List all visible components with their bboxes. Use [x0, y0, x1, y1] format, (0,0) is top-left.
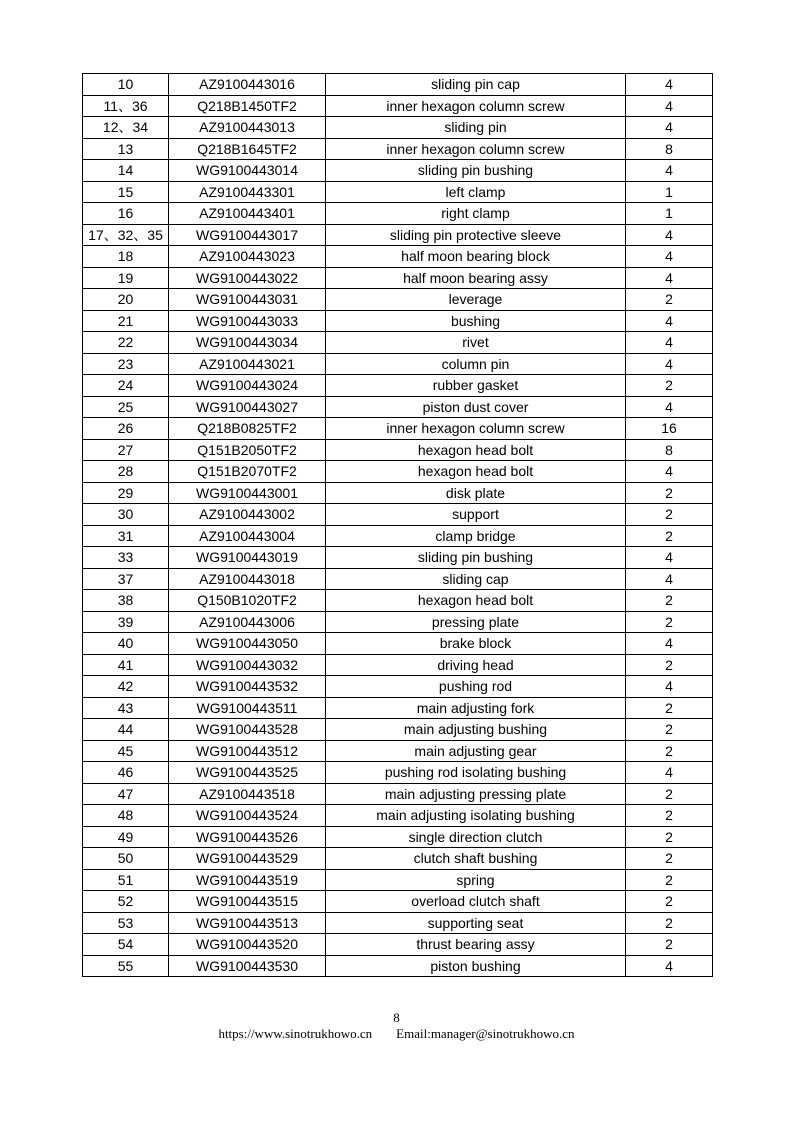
table-row: [83, 740, 713, 762]
part-code-cell: AZ9100443016: [169, 74, 326, 96]
quantity-cell: 4: [626, 74, 713, 96]
quantity-cell: 8: [626, 138, 713, 160]
table-row: [83, 439, 713, 461]
quantity-cell: 4: [626, 633, 713, 655]
part-code-cell: AZ9100443004: [169, 525, 326, 547]
table-row: [83, 396, 713, 418]
part-code-cell: WG9100443515: [169, 891, 326, 913]
quantity-cell: 2: [626, 719, 713, 741]
part-name-cell: sliding cap: [326, 568, 626, 590]
table-row: [83, 375, 713, 397]
table-row: [83, 676, 713, 698]
quantity-cell: 4: [626, 396, 713, 418]
part-number-cell: 10: [83, 74, 169, 96]
part-name-cell: right clamp: [326, 203, 626, 225]
part-number-cell: 43: [83, 697, 169, 719]
part-code-cell: WG9100443022: [169, 267, 326, 289]
table-row: [83, 203, 713, 225]
part-name-cell: hexagon head bolt: [326, 439, 626, 461]
part-code-cell: WG9100443529: [169, 848, 326, 870]
page-number: 8: [393, 1010, 400, 1025]
parts-table: [82, 73, 713, 977]
part-number-cell: 13: [83, 138, 169, 160]
part-number-cell: 23: [83, 353, 169, 375]
quantity-cell: 2: [626, 740, 713, 762]
quantity-cell: 2: [626, 869, 713, 891]
quantity-cell: 2: [626, 504, 713, 526]
part-name-cell: sliding pin bushing: [326, 547, 626, 569]
part-number-cell: 24: [83, 375, 169, 397]
quantity-cell: 2: [626, 891, 713, 913]
part-code-cell: Q151B2070TF2: [169, 461, 326, 483]
part-name-cell: piston dust cover: [326, 396, 626, 418]
part-number-cell: 11、36: [83, 95, 169, 117]
part-name-cell: clamp bridge: [326, 525, 626, 547]
table-row: [83, 482, 713, 504]
quantity-cell: 4: [626, 310, 713, 332]
table-row: [83, 267, 713, 289]
table-row: [83, 955, 713, 977]
footer-email: Email:manager@sinotrukhowo.cn: [396, 1026, 575, 1041]
part-name-cell: sliding pin: [326, 117, 626, 139]
part-name-cell: support: [326, 504, 626, 526]
part-code-cell: WG9100443524: [169, 805, 326, 827]
part-code-cell: WG9100443031: [169, 289, 326, 311]
part-number-cell: 28: [83, 461, 169, 483]
part-number-cell: 27: [83, 439, 169, 461]
part-name-cell: hexagon head bolt: [326, 590, 626, 612]
table-row: [83, 805, 713, 827]
part-number-cell: 44: [83, 719, 169, 741]
quantity-cell: 1: [626, 181, 713, 203]
quantity-cell: 2: [626, 611, 713, 633]
part-number-cell: 25: [83, 396, 169, 418]
part-name-cell: pushing rod: [326, 676, 626, 698]
part-code-cell: WG9100443525: [169, 762, 326, 784]
part-code-cell: WG9100443034: [169, 332, 326, 354]
table-row: [83, 353, 713, 375]
table-row: [83, 719, 713, 741]
part-number-cell: 38: [83, 590, 169, 612]
table-row: [83, 246, 713, 268]
part-name-cell: rubber gasket: [326, 375, 626, 397]
part-name-cell: main adjusting bushing: [326, 719, 626, 741]
part-number-cell: 15: [83, 181, 169, 203]
part-code-cell: WG9100443519: [169, 869, 326, 891]
table-row: [83, 869, 713, 891]
part-code-cell: WG9100443530: [169, 955, 326, 977]
quantity-cell: 2: [626, 375, 713, 397]
table-row: [83, 418, 713, 440]
part-name-cell: inner hexagon column screw: [326, 95, 626, 117]
part-number-cell: 40: [83, 633, 169, 655]
part-code-cell: AZ9100443401: [169, 203, 326, 225]
part-number-cell: 41: [83, 654, 169, 676]
part-number-cell: 45: [83, 740, 169, 762]
part-name-cell: thrust bearing assy: [326, 934, 626, 956]
table-row: [83, 74, 713, 96]
part-code-cell: Q218B1645TF2: [169, 138, 326, 160]
table-row: [83, 138, 713, 160]
part-code-cell: WG9100443526: [169, 826, 326, 848]
part-code-cell: WG9100443014: [169, 160, 326, 182]
part-name-cell: half moon bearing block: [326, 246, 626, 268]
table-row: [83, 568, 713, 590]
quantity-cell: 4: [626, 568, 713, 590]
quantity-cell: 2: [626, 482, 713, 504]
table-row: [83, 633, 713, 655]
quantity-cell: 16: [626, 418, 713, 440]
quantity-cell: 2: [626, 848, 713, 870]
quantity-cell: 4: [626, 353, 713, 375]
part-code-cell: WG9100443019: [169, 547, 326, 569]
table-row: [83, 611, 713, 633]
part-name-cell: piston bushing: [326, 955, 626, 977]
part-number-cell: 16: [83, 203, 169, 225]
table-row: [83, 654, 713, 676]
part-code-cell: WG9100443033: [169, 310, 326, 332]
part-code-cell: Q218B0825TF2: [169, 418, 326, 440]
part-name-cell: main adjusting fork: [326, 697, 626, 719]
table-row: [83, 783, 713, 805]
part-number-cell: 29: [83, 482, 169, 504]
quantity-cell: 4: [626, 676, 713, 698]
part-name-cell: spring: [326, 869, 626, 891]
part-number-cell: 55: [83, 955, 169, 977]
part-code-cell: WG9100443512: [169, 740, 326, 762]
quantity-cell: 2: [626, 826, 713, 848]
quantity-cell: 4: [626, 160, 713, 182]
part-code-cell: Q150B1020TF2: [169, 590, 326, 612]
part-number-cell: 17、32、35: [83, 224, 169, 246]
part-code-cell: AZ9100443021: [169, 353, 326, 375]
part-number-cell: 50: [83, 848, 169, 870]
part-name-cell: left clamp: [326, 181, 626, 203]
part-code-cell: AZ9100443301: [169, 181, 326, 203]
footer-website: https://www.sinotrukhowo.cn: [218, 1026, 373, 1041]
part-name-cell: single direction clutch: [326, 826, 626, 848]
part-name-cell: rivet: [326, 332, 626, 354]
part-name-cell: main adjusting pressing plate: [326, 783, 626, 805]
table-row: [83, 95, 713, 117]
part-code-cell: WG9100443001: [169, 482, 326, 504]
part-name-cell: half moon bearing assy: [326, 267, 626, 289]
part-name-cell: hexagon head bolt: [326, 461, 626, 483]
table-row: [83, 117, 713, 139]
part-number-cell: 37: [83, 568, 169, 590]
part-name-cell: column pin: [326, 353, 626, 375]
quantity-cell: 8: [626, 439, 713, 461]
part-number-cell: 46: [83, 762, 169, 784]
part-name-cell: brake block: [326, 633, 626, 655]
quantity-cell: 4: [626, 246, 713, 268]
part-code-cell: Q151B2050TF2: [169, 439, 326, 461]
part-number-cell: 52: [83, 891, 169, 913]
table-row: [83, 590, 713, 612]
quantity-cell: 2: [626, 289, 713, 311]
table-row: [83, 181, 713, 203]
part-name-cell: inner hexagon column screw: [326, 418, 626, 440]
quantity-cell: 1: [626, 203, 713, 225]
table-row: [83, 762, 713, 784]
part-code-cell: WG9100443024: [169, 375, 326, 397]
part-name-cell: sliding pin cap: [326, 74, 626, 96]
table-row: [83, 224, 713, 246]
part-name-cell: inner hexagon column screw: [326, 138, 626, 160]
table-row: [83, 289, 713, 311]
part-number-cell: 33: [83, 547, 169, 569]
quantity-cell: 4: [626, 267, 713, 289]
part-code-cell: AZ9100443018: [169, 568, 326, 590]
quantity-cell: 2: [626, 525, 713, 547]
table-row: [83, 891, 713, 913]
part-number-cell: 39: [83, 611, 169, 633]
part-code-cell: AZ9100443006: [169, 611, 326, 633]
table-row: [83, 461, 713, 483]
part-name-cell: driving head: [326, 654, 626, 676]
part-number-cell: 12、34: [83, 117, 169, 139]
part-code-cell: WG9100443511: [169, 697, 326, 719]
table-row: [83, 310, 713, 332]
table-row: [83, 912, 713, 934]
quantity-cell: 2: [626, 805, 713, 827]
part-name-cell: pushing rod isolating bushing: [326, 762, 626, 784]
part-code-cell: AZ9100443518: [169, 783, 326, 805]
part-code-cell: WG9100443017: [169, 224, 326, 246]
part-number-cell: 30: [83, 504, 169, 526]
part-number-cell: 21: [83, 310, 169, 332]
part-name-cell: sliding pin protective sleeve: [326, 224, 626, 246]
part-code-cell: WG9100443050: [169, 633, 326, 655]
quantity-cell: 4: [626, 762, 713, 784]
table-row: [83, 848, 713, 870]
quantity-cell: 2: [626, 934, 713, 956]
part-number-cell: 26: [83, 418, 169, 440]
part-number-cell: 22: [83, 332, 169, 354]
part-number-cell: 20: [83, 289, 169, 311]
part-code-cell: WG9100443528: [169, 719, 326, 741]
table-row: [83, 934, 713, 956]
part-name-cell: clutch shaft bushing: [326, 848, 626, 870]
parts-table-body: [83, 74, 713, 977]
part-name-cell: bushing: [326, 310, 626, 332]
part-number-cell: 48: [83, 805, 169, 827]
quantity-cell: 2: [626, 654, 713, 676]
part-name-cell: disk plate: [326, 482, 626, 504]
part-name-cell: supporting seat: [326, 912, 626, 934]
table-row: [83, 525, 713, 547]
footer-contact: [0, 1026, 793, 1042]
quantity-cell: 4: [626, 117, 713, 139]
part-number-cell: 31: [83, 525, 169, 547]
quantity-cell: 2: [626, 590, 713, 612]
table-row: [83, 504, 713, 526]
quantity-cell: 4: [626, 461, 713, 483]
part-number-cell: 14: [83, 160, 169, 182]
part-number-cell: 19: [83, 267, 169, 289]
part-code-cell: WG9100443532: [169, 676, 326, 698]
part-number-cell: 51: [83, 869, 169, 891]
quantity-cell: 2: [626, 783, 713, 805]
table-row: [83, 547, 713, 569]
quantity-cell: 4: [626, 547, 713, 569]
quantity-cell: 2: [626, 912, 713, 934]
quantity-cell: 4: [626, 95, 713, 117]
part-number-cell: 42: [83, 676, 169, 698]
quantity-cell: 4: [626, 224, 713, 246]
part-code-cell: WG9100443513: [169, 912, 326, 934]
table-row: [83, 697, 713, 719]
part-code-cell: Q218B1450TF2: [169, 95, 326, 117]
part-code-cell: WG9100443032: [169, 654, 326, 676]
quantity-cell: 2: [626, 697, 713, 719]
table-row: [83, 332, 713, 354]
part-number-cell: 47: [83, 783, 169, 805]
part-code-cell: WG9100443520: [169, 934, 326, 956]
table-row: [83, 826, 713, 848]
part-name-cell: pressing plate: [326, 611, 626, 633]
part-code-cell: AZ9100443013: [169, 117, 326, 139]
part-name-cell: sliding pin bushing: [326, 160, 626, 182]
quantity-cell: 4: [626, 955, 713, 977]
part-name-cell: leverage: [326, 289, 626, 311]
part-code-cell: AZ9100443023: [169, 246, 326, 268]
part-code-cell: AZ9100443002: [169, 504, 326, 526]
part-number-cell: 18: [83, 246, 169, 268]
part-name-cell: main adjusting gear: [326, 740, 626, 762]
part-code-cell: WG9100443027: [169, 396, 326, 418]
part-number-cell: 49: [83, 826, 169, 848]
table-row: [83, 160, 713, 182]
part-name-cell: overload clutch shaft: [326, 891, 626, 913]
part-number-cell: 54: [83, 934, 169, 956]
part-number-cell: 53: [83, 912, 169, 934]
part-name-cell: main adjusting isolating bushing: [326, 805, 626, 827]
quantity-cell: 4: [626, 332, 713, 354]
